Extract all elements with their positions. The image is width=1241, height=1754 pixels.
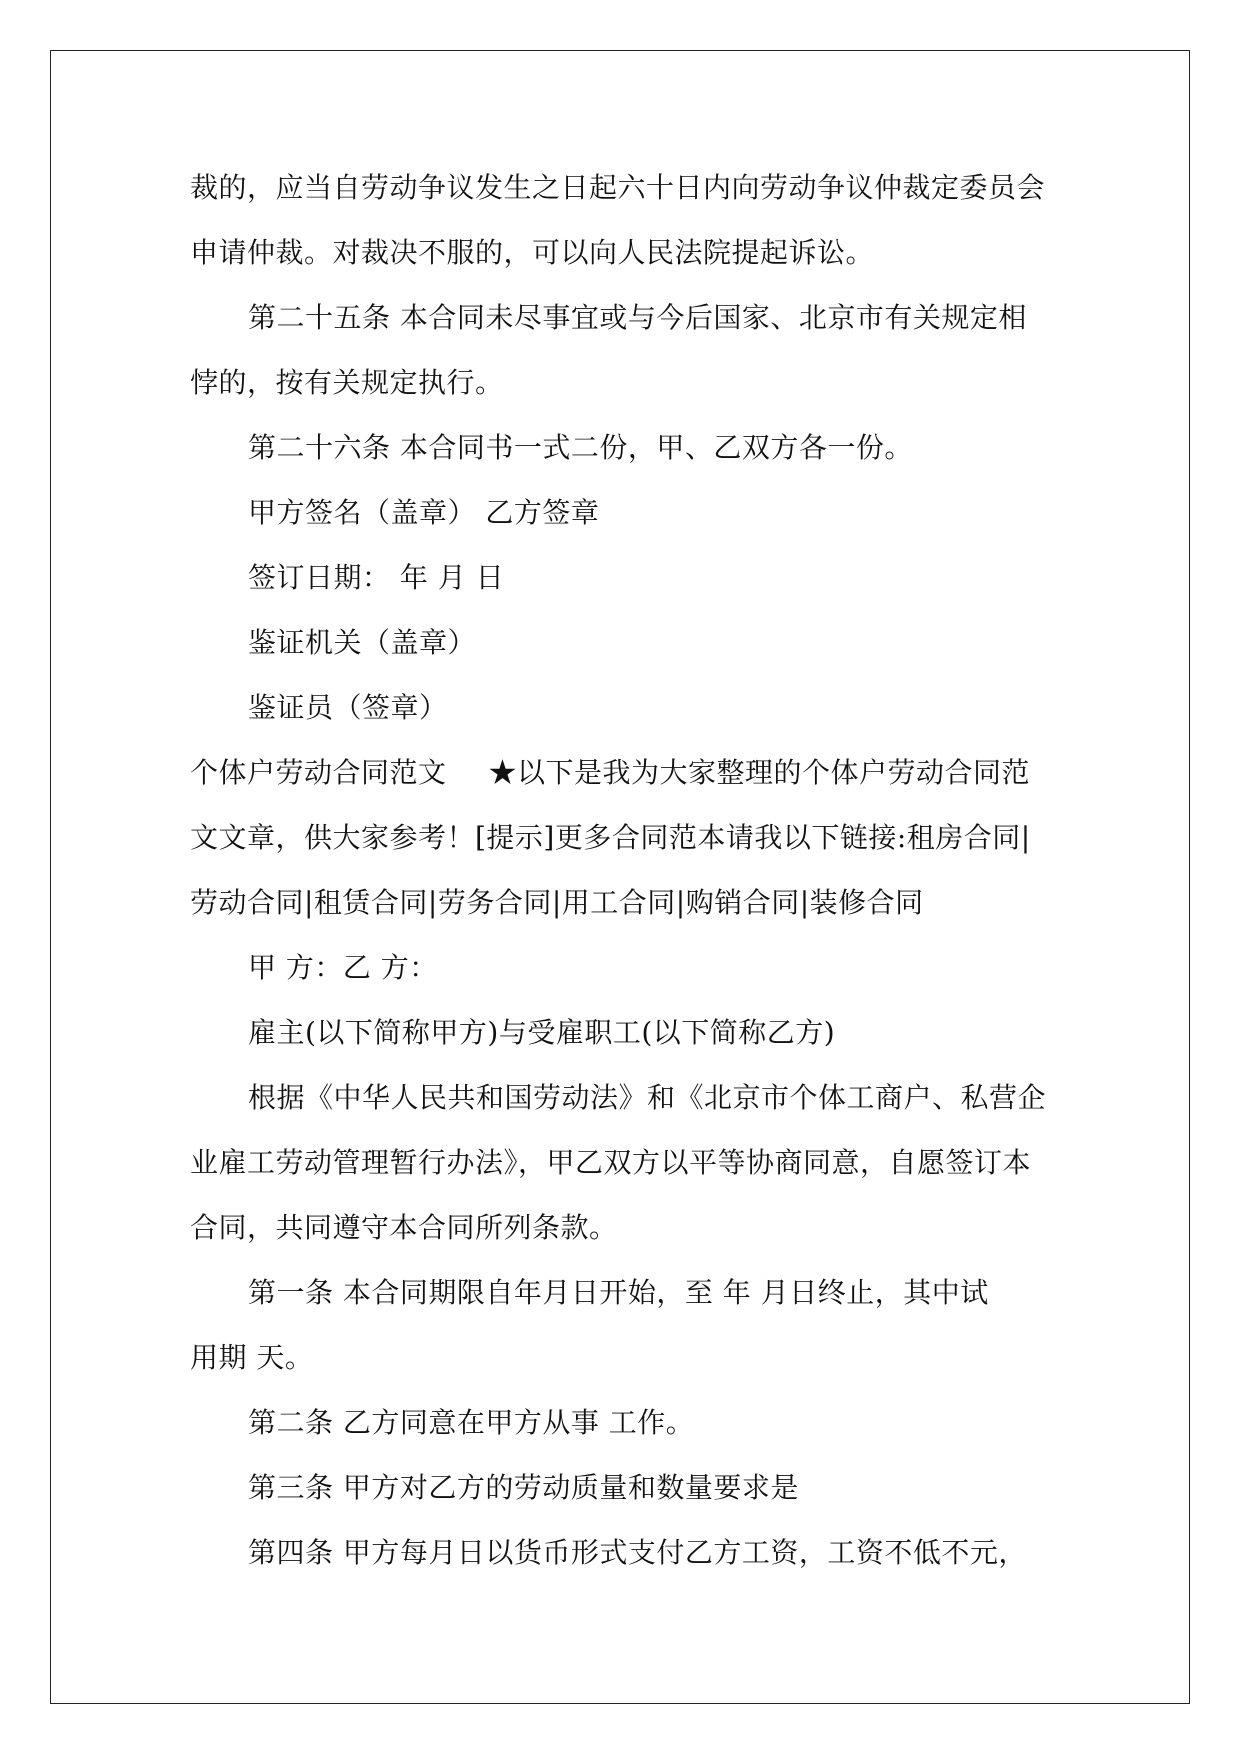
text-line: 业雇工劳动管理暂行办法》，甲乙双方以平等协商同意，自愿签订本: [190, 1146, 1032, 1179]
article-1: 第一条 本合同期限自年月日开始，至 年 月日终止，其中试: [248, 1276, 989, 1309]
text-line: 用期 天。: [190, 1341, 314, 1374]
article-3: 第三条 甲方对乙方的劳动质量和数量要求是: [248, 1471, 799, 1504]
text-line: 申请仲裁。对裁决不服的，可以向人民法院提起诉讼。: [190, 236, 875, 269]
document-title: 个体户劳动合同范文: [190, 756, 447, 789]
parties-definition: 雇主(以下简称甲方)与受雇职工(以下简称乙方): [248, 1016, 836, 1049]
article-4: 第四条 甲方每月日以货币形式支付乙方工资，工资不低不元，: [248, 1536, 1027, 1569]
authenticator: 鉴证员（签章）: [248, 691, 448, 724]
article-26: 第二十六条 本合同书一式二份，甲、乙双方各一份。: [248, 431, 913, 464]
text-line: 合同，共同遵守本合同所列条款。: [190, 1211, 618, 1244]
party-line: 甲 方：乙 方：: [248, 951, 438, 984]
article-25: 第二十五条 本合同未尽事宜或与今后国家、北京市有关规定相: [248, 301, 1027, 334]
intro-text: ★以下是我为大家整理的个体户劳动合同范: [488, 756, 1031, 789]
contract-links: 劳动合同|租赁合同|劳务合同|用工合同|购销合同|装修合同: [190, 886, 924, 919]
signing-date: 签订日期： 年 月 日: [248, 561, 505, 594]
document-body: [190, 155, 1050, 1585]
text-line: 裁的，应当自劳动争议发生之日起六十日内向劳动争议仲裁定委员会: [190, 171, 1046, 204]
text-line: 文文章，供大家参考！[提示]更多合同范本请我以下链接:租房合同|: [190, 821, 1031, 854]
title-line: [190, 740, 1050, 805]
legal-basis: 根据《中华人民共和国劳动法》和《北京市个体工商户、私营企: [248, 1081, 1047, 1114]
authentication-authority: 鉴证机关（盖章）: [248, 626, 477, 659]
text-line: 悖的，按有关规定执行。: [190, 366, 504, 399]
signature-line: 甲方签名（盖章） 乙方签章: [248, 496, 600, 529]
article-2: 第二条 乙方同意在甲方从事 工作。: [248, 1406, 695, 1439]
